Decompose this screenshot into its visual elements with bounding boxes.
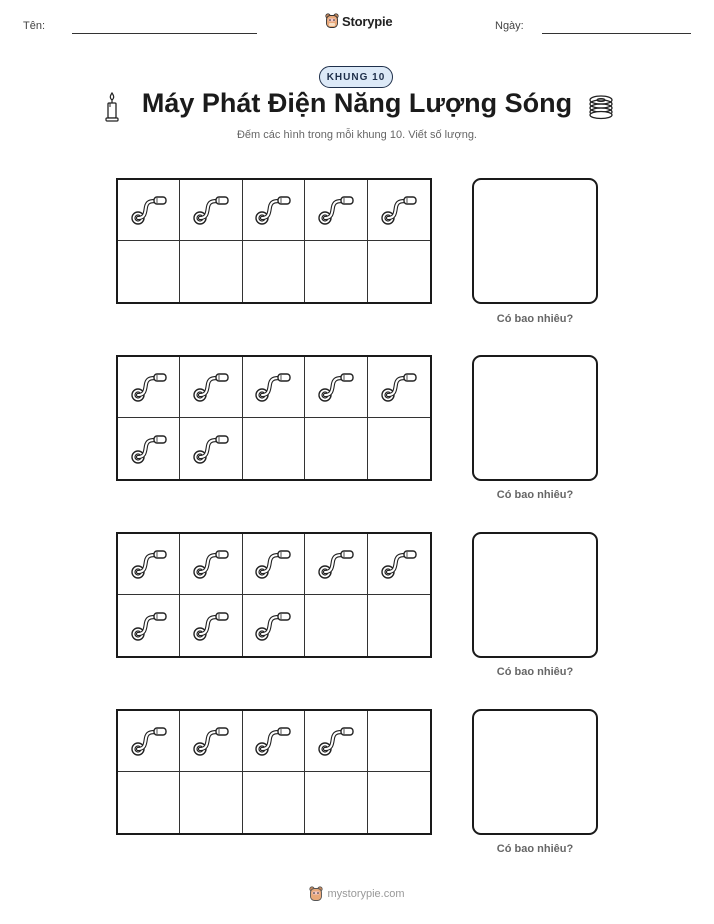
ten-frame-3 bbox=[116, 532, 432, 658]
footer bbox=[0, 886, 714, 902]
hand-crank-icon bbox=[316, 547, 356, 581]
hand-crank-icon bbox=[253, 609, 293, 643]
question-1: Có bao nhiêu? bbox=[496, 313, 574, 325]
ten-frame-cell bbox=[180, 418, 242, 479]
storypie-bear-icon bbox=[325, 13, 339, 29]
question-2: Có bao nhiêu? bbox=[496, 489, 574, 501]
hand-crank-icon bbox=[191, 193, 231, 227]
hand-crank-icon bbox=[129, 432, 169, 466]
date-label: Ngày: bbox=[495, 20, 524, 32]
ten-frame-badge: KHUNG 10 bbox=[319, 66, 393, 88]
ten-frame-cell bbox=[305, 180, 367, 241]
ten-frame-cell bbox=[305, 595, 367, 656]
ten-frame-cell bbox=[118, 180, 180, 241]
answer-box-1[interactable] bbox=[472, 178, 598, 304]
hand-crank-icon bbox=[129, 609, 169, 643]
hand-crank-icon bbox=[191, 432, 231, 466]
ten-frame-cell bbox=[118, 357, 180, 418]
name-label: Tên: bbox=[23, 20, 46, 32]
ten-frame-2 bbox=[116, 355, 432, 481]
ten-frame-cell bbox=[243, 241, 305, 302]
ten-frame-cell bbox=[180, 595, 242, 656]
hand-crank-icon bbox=[129, 547, 169, 581]
ten-frame-4 bbox=[116, 709, 432, 835]
hand-crank-icon bbox=[379, 547, 419, 581]
question-4: Có bao nhiêu? bbox=[496, 843, 574, 855]
ten-frame-cell bbox=[243, 418, 305, 479]
answer-box-3[interactable] bbox=[472, 532, 598, 658]
ten-frame-cell bbox=[305, 772, 367, 833]
ten-frame-cell bbox=[368, 772, 430, 833]
ten-frame-cell bbox=[305, 241, 367, 302]
hand-crank-icon bbox=[129, 370, 169, 404]
ten-frame-cell bbox=[305, 711, 367, 772]
ten-frame-cell bbox=[305, 418, 367, 479]
date-field[interactable] bbox=[542, 33, 691, 34]
ten-frame-cell bbox=[243, 711, 305, 772]
hand-crank-icon bbox=[191, 724, 231, 758]
ten-frame-cell bbox=[180, 241, 242, 302]
ten-frame-cell bbox=[180, 180, 242, 241]
ten-frame-cell bbox=[368, 357, 430, 418]
ten-frame-cell bbox=[243, 180, 305, 241]
ten-frame-cell bbox=[368, 534, 430, 595]
hand-crank-icon bbox=[253, 370, 293, 404]
hand-crank-icon bbox=[191, 547, 231, 581]
ten-frame-cell bbox=[368, 711, 430, 772]
footer-url: mystorypie.com bbox=[327, 888, 405, 900]
storypie-bear-icon bbox=[309, 886, 323, 902]
hand-crank-icon bbox=[129, 724, 169, 758]
hand-crank-icon bbox=[316, 193, 356, 227]
ten-frame-1 bbox=[116, 178, 432, 304]
hand-crank-icon bbox=[316, 724, 356, 758]
hand-crank-icon bbox=[379, 370, 419, 404]
ten-frame-cell bbox=[243, 534, 305, 595]
ten-frame-cell bbox=[305, 357, 367, 418]
ten-frame-cell bbox=[305, 534, 367, 595]
ten-frame-cell bbox=[243, 595, 305, 656]
ten-frame-cell bbox=[368, 180, 430, 241]
brand-logo bbox=[325, 13, 392, 29]
ten-frame-cell bbox=[368, 241, 430, 302]
ten-frame-cell bbox=[368, 595, 430, 656]
ten-frame-cell bbox=[118, 772, 180, 833]
hand-crank-icon bbox=[316, 370, 356, 404]
ten-frame-cell bbox=[180, 357, 242, 418]
hand-crank-icon bbox=[253, 547, 293, 581]
hand-crank-icon bbox=[191, 370, 231, 404]
page-title: Máy Phát Điện Năng Lượng Sóng bbox=[141, 88, 573, 118]
question-3: Có bao nhiêu? bbox=[496, 666, 574, 678]
answer-box-4[interactable] bbox=[472, 709, 598, 835]
ten-frame-cell bbox=[243, 772, 305, 833]
hand-crank-icon bbox=[191, 609, 231, 643]
ten-frame-cell bbox=[243, 357, 305, 418]
ten-frame-cell bbox=[118, 418, 180, 479]
ten-frame-cell bbox=[118, 595, 180, 656]
name-field[interactable] bbox=[72, 33, 257, 34]
hand-crank-icon bbox=[253, 193, 293, 227]
ten-frame-cell bbox=[180, 534, 242, 595]
ten-frame-cell bbox=[118, 241, 180, 302]
ten-frame-cell bbox=[118, 534, 180, 595]
ten-frame-cell bbox=[368, 418, 430, 479]
hand-crank-icon bbox=[253, 724, 293, 758]
answer-box-2[interactable] bbox=[472, 355, 598, 481]
instructions: Đếm các hình trong mỗi khung 10. Viết số lượng. bbox=[236, 129, 477, 141]
hand-crank-icon bbox=[129, 193, 169, 227]
coil-spring-icon bbox=[588, 94, 614, 120]
hand-crank-icon bbox=[379, 193, 419, 227]
ten-frame-cell bbox=[180, 711, 242, 772]
ten-frame-cell bbox=[180, 772, 242, 833]
brand-name: Storypie bbox=[342, 13, 393, 29]
ten-frame-cell bbox=[118, 711, 180, 772]
